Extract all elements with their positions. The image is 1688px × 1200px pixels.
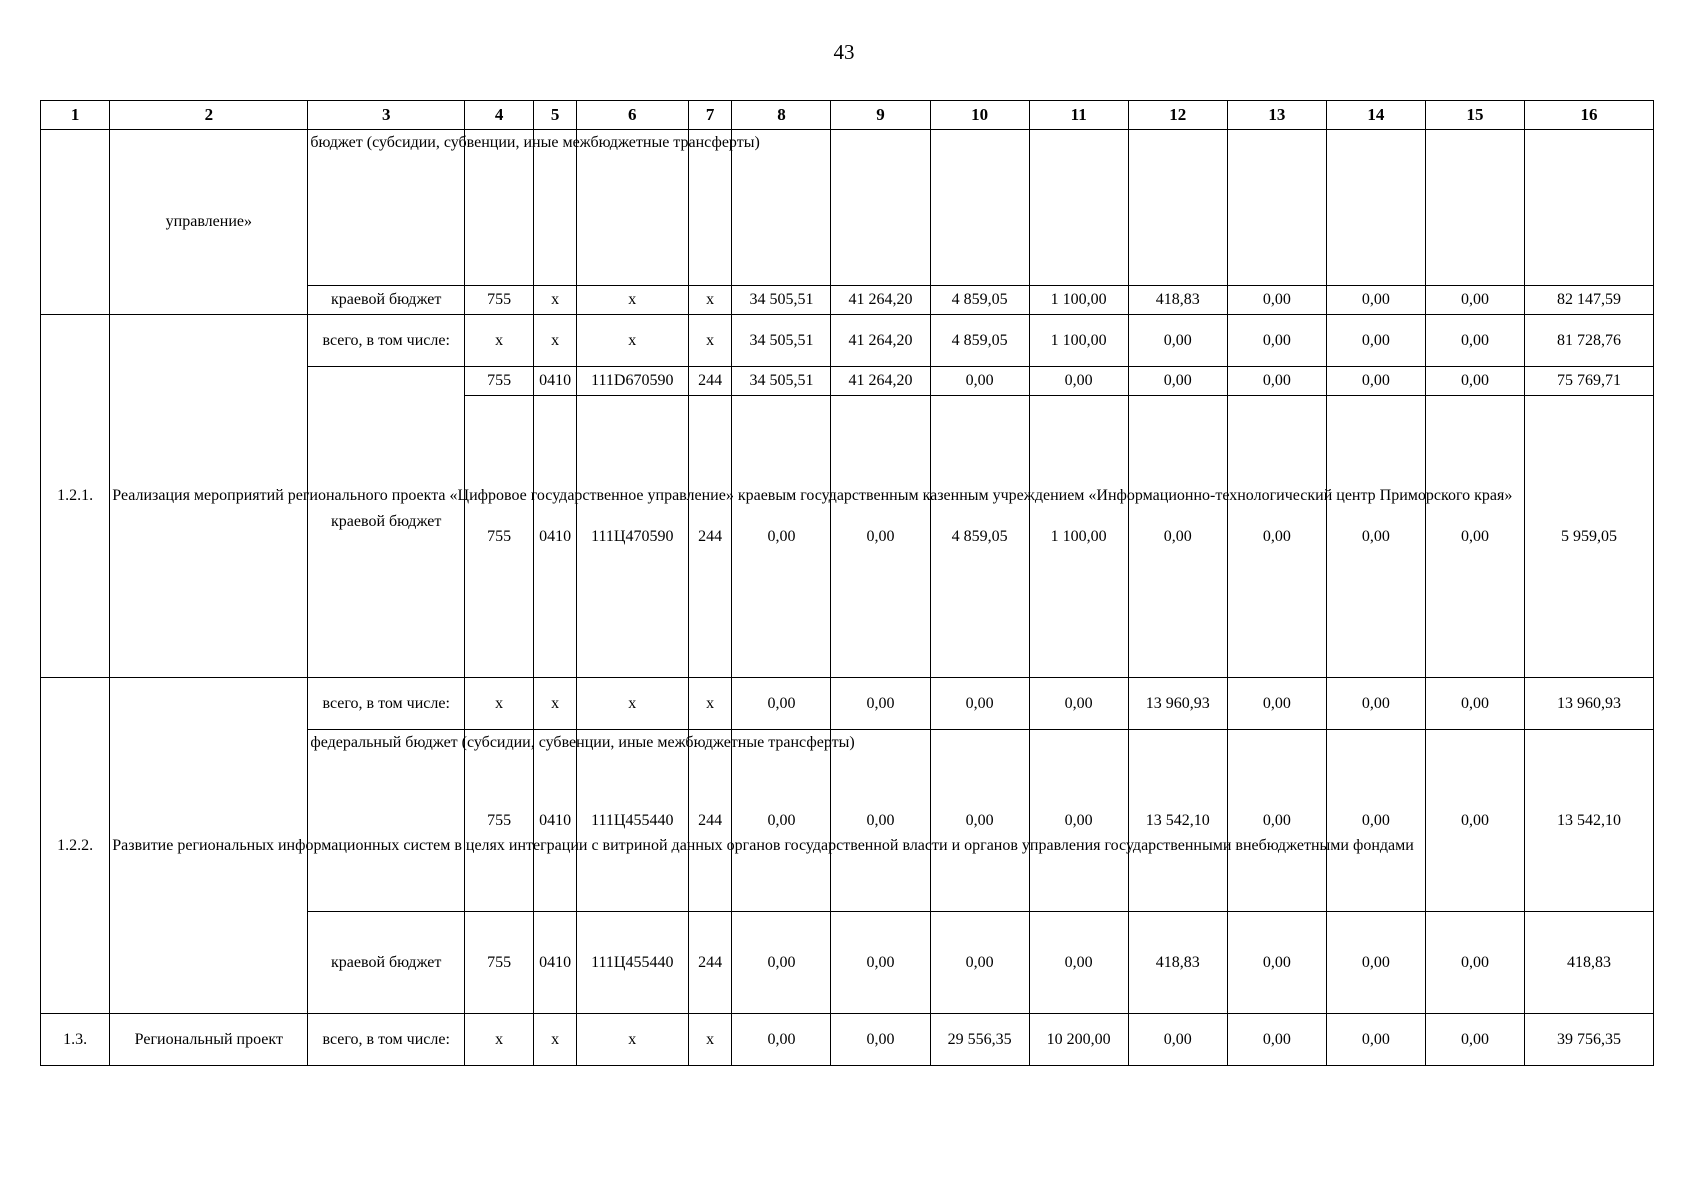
table-cell: 0,00 — [831, 730, 930, 912]
table-cell: x — [576, 678, 688, 730]
table-cell: 418,83 — [1128, 286, 1227, 315]
table-cell: 0,00 — [831, 912, 930, 1014]
column-header: 14 — [1326, 101, 1425, 130]
table-cell: 41 264,20 — [831, 286, 930, 315]
table-cell: 0,00 — [1326, 1014, 1425, 1066]
table-cell: x — [534, 315, 577, 367]
table-cell: 755 — [465, 730, 534, 912]
table-cell: 82 147,59 — [1525, 286, 1654, 315]
table-cell: 0,00 — [1227, 912, 1326, 1014]
column-header: 3 — [308, 101, 465, 130]
table-cell: 41 264,20 — [831, 367, 930, 396]
table-cell: 244 — [688, 367, 732, 396]
table-cell: 0,00 — [1326, 367, 1425, 396]
table-cell: 755 — [465, 396, 534, 678]
funding-source: краевой бюджет — [308, 286, 465, 315]
table-cell: x — [465, 678, 534, 730]
table-cell: 39 756,35 — [1525, 1014, 1654, 1066]
table-cell: 0,00 — [1326, 678, 1425, 730]
funding-source: всего, в том числе: — [308, 678, 465, 730]
table-cell: 244 — [688, 912, 732, 1014]
table-cell: 0,00 — [1227, 678, 1326, 730]
table-cell: 0,00 — [732, 678, 831, 730]
table-cell: 244 — [688, 730, 732, 912]
table-cell: 0,00 — [1425, 367, 1524, 396]
table-cell: 0,00 — [1227, 1014, 1326, 1066]
table-cell: x — [534, 678, 577, 730]
table-cell: 0,00 — [831, 396, 930, 678]
table-cell: 0410 — [534, 367, 577, 396]
table-cell: 0410 — [534, 730, 577, 912]
table-cell: 13 542,10 — [1525, 730, 1654, 912]
table-cell: x — [576, 1014, 688, 1066]
table-cell: 10 200,00 — [1029, 1014, 1128, 1066]
table-cell: 755 — [465, 286, 534, 315]
table-cell: 13 960,93 — [1525, 678, 1654, 730]
funding-source: всего, в том числе: — [308, 1014, 465, 1066]
table-cell: 0,00 — [1128, 1014, 1227, 1066]
table-cell: 0,00 — [1227, 315, 1326, 367]
table-cell: x — [688, 1014, 732, 1066]
table-cell: 81 728,76 — [1525, 315, 1654, 367]
table-cell: 0,00 — [1029, 730, 1128, 912]
column-header: 8 — [732, 101, 831, 130]
funding-source: краевой бюджет — [308, 912, 465, 1014]
table-header-row — [41, 101, 1654, 130]
table-cell: 0,00 — [1029, 367, 1128, 396]
table-cell: 1 100,00 — [1029, 315, 1128, 367]
table-cell: 0,00 — [1425, 396, 1524, 678]
table-cell: 34 505,51 — [732, 367, 831, 396]
column-header: 1 — [41, 101, 110, 130]
table-cell: 0410 — [534, 396, 577, 678]
table-cell: 0,00 — [930, 678, 1029, 730]
table-cell: 4 859,05 — [930, 315, 1029, 367]
column-header: 10 — [930, 101, 1029, 130]
table-cell: 0,00 — [831, 678, 930, 730]
column-header: 12 — [1128, 101, 1227, 130]
row-description: Реализация мероприятий регионального проекта «Цифровое государственное управление» краевым государственным казенным учреждением «Информационно-технологический центр Приморского края» — [110, 315, 308, 678]
table-cell: x — [534, 1014, 577, 1066]
table-cell: 0,00 — [1425, 1014, 1524, 1066]
table-row — [41, 315, 1654, 367]
table-cell: 34 505,51 — [732, 315, 831, 367]
funding-source: федеральный бюджет (субсидии, субвенции, иные межбюджетные трансферты) — [308, 730, 465, 912]
table-cell: 0,00 — [930, 912, 1029, 1014]
table-cell: x — [688, 315, 732, 367]
table-cell: 0,00 — [831, 1014, 930, 1066]
row-description: Региональный проект — [110, 1014, 308, 1066]
table-cell: 418,83 — [1128, 912, 1227, 1014]
column-header: 4 — [465, 101, 534, 130]
column-header: 13 — [1227, 101, 1326, 130]
funding-source: всего, в том числе: — [308, 315, 465, 367]
column-header: 2 — [110, 101, 308, 130]
table-cell: 0,00 — [1425, 730, 1524, 912]
table-cell: 111Ц470590 — [576, 396, 688, 678]
table-cell: 41 264,20 — [831, 315, 930, 367]
column-header: 11 — [1029, 101, 1128, 130]
table-cell: 0,00 — [732, 1014, 831, 1066]
table-cell: 244 — [688, 396, 732, 678]
table-cell: 29 556,35 — [930, 1014, 1029, 1066]
table-cell: 0,00 — [1425, 315, 1524, 367]
table-cell: 755 — [465, 367, 534, 396]
table-cell: x — [465, 315, 534, 367]
table-cell: 4 859,05 — [930, 286, 1029, 315]
table-cell: 0,00 — [732, 912, 831, 1014]
table-cell: 0410 — [534, 912, 577, 1014]
table-cell: 1 100,00 — [1029, 396, 1128, 678]
table-cell: 0,00 — [930, 367, 1029, 396]
table-cell: x — [688, 678, 732, 730]
table-cell: 0,00 — [1326, 315, 1425, 367]
table-cell: x — [576, 286, 688, 315]
table-cell: 0,00 — [1425, 678, 1524, 730]
table-cell: 0,00 — [1326, 912, 1425, 1014]
table-cell: 111Ц455440 — [576, 730, 688, 912]
table-cell: x — [534, 286, 577, 315]
row-index: 1.2.1. — [41, 315, 110, 678]
table-cell: 0,00 — [1326, 286, 1425, 315]
column-header: 6 — [576, 101, 688, 130]
table-row — [41, 678, 1654, 730]
table-cell: x — [465, 1014, 534, 1066]
table-cell: 1 100,00 — [1029, 286, 1128, 315]
table-cell: 0,00 — [1029, 912, 1128, 1014]
table-cell: 0,00 — [1128, 367, 1227, 396]
table-cell: 0,00 — [1425, 912, 1524, 1014]
column-header: 16 — [1525, 101, 1654, 130]
table-cell: 4 859,05 — [930, 396, 1029, 678]
table-cell: 0,00 — [1227, 730, 1326, 912]
table-cell: 0,00 — [732, 396, 831, 678]
table-cell: 0,00 — [732, 730, 831, 912]
column-header: 15 — [1425, 101, 1524, 130]
table-row — [41, 1014, 1654, 1066]
table-cell: 755 — [465, 912, 534, 1014]
column-header: 7 — [688, 101, 732, 130]
table-cell: 0,00 — [1029, 678, 1128, 730]
column-header: 9 — [831, 101, 930, 130]
funding-source: краевой бюджет — [308, 367, 465, 678]
table-cell: 13 960,93 — [1128, 678, 1227, 730]
row-description: управление» — [110, 130, 308, 315]
row-index: 1.3. — [41, 1014, 110, 1066]
table-cell: 13 542,10 — [1128, 730, 1227, 912]
table-cell: x — [688, 286, 732, 315]
funding-source: бюджет (субсидии, субвенции, иные межбюджетные трансферты) — [308, 130, 465, 286]
table-cell: 418,83 — [1525, 912, 1654, 1014]
table-cell: 75 769,71 — [1525, 367, 1654, 396]
row-index-cell — [41, 130, 110, 315]
table-cell: 0,00 — [1326, 730, 1425, 912]
table-cell: 0,00 — [1227, 367, 1326, 396]
table-cell: 0,00 — [1425, 286, 1524, 315]
row-description: Развитие региональных информационных систем в целях интеграции с витриной данных органов государственной власти и органов управления государственными внебюджетными фондами — [110, 678, 308, 1014]
row-index: 1.2.2. — [41, 678, 110, 1014]
table-cell: 0,00 — [930, 730, 1029, 912]
table-cell: 0,00 — [1326, 396, 1425, 678]
budget-table — [40, 100, 1654, 1066]
table-cell: 5 959,05 — [1525, 396, 1654, 678]
table-cell: 0,00 — [1128, 315, 1227, 367]
table-cell: x — [576, 315, 688, 367]
table-cell: 0,00 — [1227, 286, 1326, 315]
table-cell: 34 505,51 — [732, 286, 831, 315]
page-number: 43 — [833, 40, 855, 64]
column-header: 5 — [534, 101, 577, 130]
table-cell: 0,00 — [1227, 396, 1326, 678]
table-cell: 111D670590 — [576, 367, 688, 396]
table-row — [41, 130, 1654, 286]
table-cell: 111Ц455440 — [576, 912, 688, 1014]
table-cell: 0,00 — [1128, 396, 1227, 678]
